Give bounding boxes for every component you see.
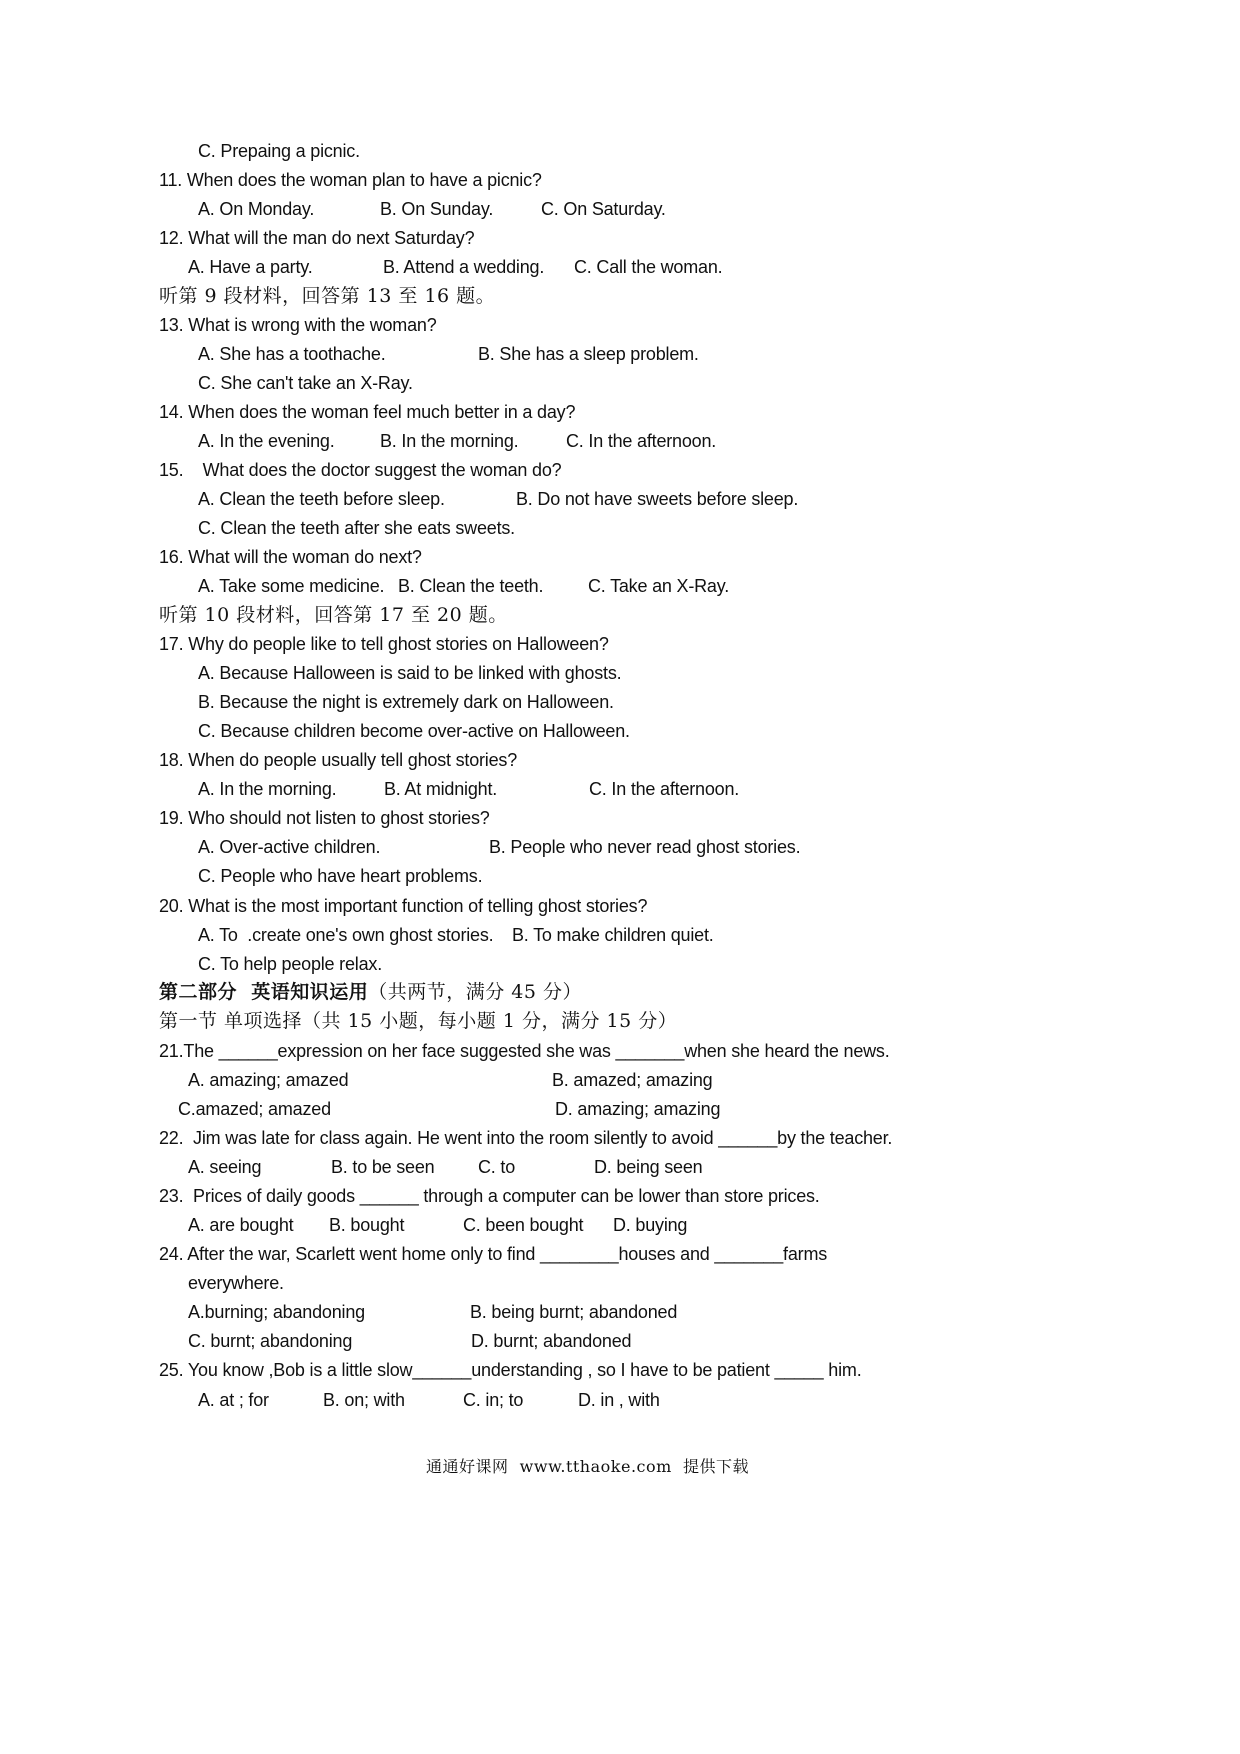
option-11b: B. On Sunday. <box>380 199 494 219</box>
option-20a: A. To .create one's own ghost stories. <box>198 925 494 945</box>
question-16: 16. What will the woman do next? <box>159 547 422 567</box>
section-instruction-10: 听第 10 段材料，回答第 17 至 20 题。 <box>159 604 508 626</box>
option-23a: A. are bought <box>188 1215 294 1235</box>
option-25d: D. in , with <box>578 1390 660 1410</box>
option-16a: A. Take some medicine. <box>198 576 385 596</box>
option-18b: B. At midnight. <box>384 779 498 799</box>
option-21b: B. amazed; amazing <box>552 1070 713 1090</box>
option-12b: B. Attend a wedding. <box>383 257 545 277</box>
question-15: 15. What does the doctor suggest the woman do? <box>159 460 562 480</box>
option-22a: A. seeing <box>188 1157 262 1177</box>
option-22d: D. being seen <box>594 1157 703 1177</box>
option-16b: B. Clean the teeth. <box>398 576 544 596</box>
option-15b: B. Do not have sweets before sleep. <box>516 489 799 509</box>
question-18: 18. When do people usually tell ghost stories? <box>159 750 518 770</box>
option-19b: B. People who never read ghost stories. <box>489 837 801 857</box>
option-21d: D. amazing; amazing <box>555 1099 721 1119</box>
option-24a: A.burning; abandoning <box>188 1302 365 1322</box>
part-two-title: 第二部分 英语知识运用 <box>159 981 369 1003</box>
option-23d: D. buying <box>613 1215 688 1235</box>
option-25c: C. in; to <box>463 1390 524 1410</box>
question-24: 24. After the war, Scarlett went home only to find ________houses and _______farms <box>159 1244 828 1264</box>
option-20b: B. To make children quiet. <box>512 925 714 945</box>
page-footer: 通通好课网 www.tthaoke.com 提供下载 <box>426 1457 749 1476</box>
option-25b: B. on; with <box>323 1390 405 1410</box>
question-20: 20. What is the most important function of telling ghost stories? <box>159 896 648 916</box>
question-25: 25. You know ,Bob is a little slow______understanding , so I have to be patient _____ him. <box>159 1360 862 1380</box>
option-22c: C. to <box>478 1157 516 1177</box>
section-one-heading: 第一节 单项选择（共 15 小题，每小题 1 分，满分 15 分） <box>159 1010 678 1032</box>
option-20c: C. To help people relax. <box>198 954 382 974</box>
option-22b: B. to be seen <box>331 1157 435 1177</box>
option-23c: C. been bought <box>463 1215 584 1235</box>
option-17b: B. Because the night is extremely dark on Halloween. <box>198 692 614 712</box>
option-15c: C. Clean the teeth after she eats sweets. <box>198 518 515 538</box>
option-24b: B. being burnt; abandoned <box>470 1302 678 1322</box>
part-two-note: （共两节，满分 45 分） <box>368 981 582 1003</box>
section-instruction-9: 听第 9 段材料，回答第 13 至 16 题。 <box>159 285 496 307</box>
question-17: 17. Why do people like to tell ghost stories on Halloween? <box>159 634 609 654</box>
option-25a: A. at ; for <box>198 1390 269 1410</box>
part-two-heading <box>159 981 582 1003</box>
option-12a: A. Have a party. <box>188 257 313 277</box>
question-21: 21.The ______expression on her face suggested she was _______when she heard the news. <box>159 1041 890 1061</box>
option-21c: C.amazed; amazed <box>178 1099 331 1119</box>
option-14a: A. In the evening. <box>198 431 335 451</box>
option-14b: B. In the morning. <box>380 431 519 451</box>
question-11: 11. When does the woman plan to have a picnic? <box>159 170 542 190</box>
option-21a: A. amazing; amazed <box>188 1070 349 1090</box>
question-24-continued: everywhere. <box>188 1273 284 1293</box>
question-12: 12. What will the man do next Saturday? <box>159 228 475 248</box>
option-16c: C. Take an X-Ray. <box>588 576 729 596</box>
option-14c: C. In the afternoon. <box>566 431 717 451</box>
option-17a: A. Because Halloween is said to be linked with ghosts. <box>198 663 622 683</box>
option-13b: B. She has a sleep problem. <box>478 344 699 364</box>
option-23b: B. bought <box>329 1215 405 1235</box>
question-14: 14. When does the woman feel much better in a day? <box>159 402 576 422</box>
option-19c: C. People who have heart problems. <box>198 866 483 886</box>
option-24c: C. burnt; abandoning <box>188 1331 353 1351</box>
option-11a: A. On Monday. <box>198 199 315 219</box>
question-22: 22. Jim was late for class again. He went into the room silently to avoid ______by the teacher. <box>159 1128 893 1148</box>
question-19: 19. Who should not listen to ghost stories? <box>159 808 490 828</box>
option-24d: D. burnt; abandoned <box>471 1331 632 1351</box>
option-13a: A. She has a toothache. <box>198 344 386 364</box>
option-10c: C. Prepaing a picnic. <box>198 141 360 161</box>
option-13c: C. She can't take an X-Ray. <box>198 373 413 393</box>
option-19a: A. Over-active children. <box>198 837 381 857</box>
question-23: 23. Prices of daily goods ______ through a computer can be lower than store prices. <box>159 1186 820 1206</box>
option-12c: C. Call the woman. <box>574 257 723 277</box>
option-11c: C. On Saturday. <box>541 199 666 219</box>
question-13: 13. What is wrong with the woman? <box>159 315 437 335</box>
option-17c: C. Because children become over-active on Halloween. <box>198 721 630 741</box>
option-18c: C. In the afternoon. <box>589 779 740 799</box>
option-15a: A. Clean the teeth before sleep. <box>198 489 445 509</box>
option-18a: A. In the morning. <box>198 779 337 799</box>
